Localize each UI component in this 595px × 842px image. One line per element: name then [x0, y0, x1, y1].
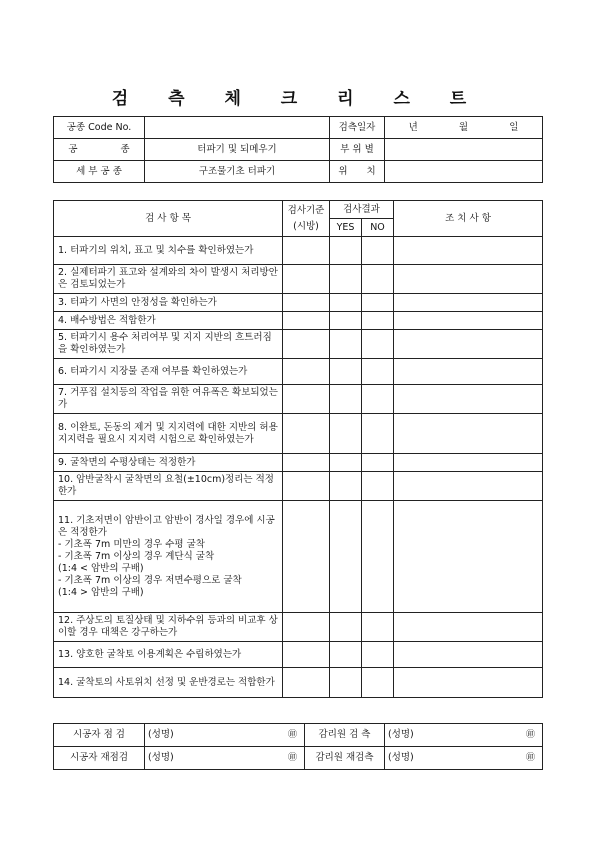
seal-icon: ㊞ — [525, 730, 535, 740]
yes-cell[interactable] — [330, 237, 362, 265]
r1-name-label: (성명) — [148, 729, 174, 740]
r2-name-label2: (성명) — [388, 752, 414, 763]
seal-icon: ㊞ — [287, 730, 297, 740]
no-cell[interactable] — [362, 454, 394, 472]
std-cell[interactable] — [283, 359, 330, 385]
part-value[interactable] — [385, 139, 543, 161]
checklist-row — [54, 501, 543, 613]
checklist-row — [54, 359, 543, 385]
checklist-item-text: 2. 실제터파기 표고와 설계와의 차이 발생시 처리방안은 검토되었는가 — [54, 265, 283, 294]
action-cell[interactable] — [394, 501, 543, 613]
col-std-line2: (시방) — [293, 220, 319, 232]
checklist-item-text: 14. 굴착토의 사토위치 선정 및 운반경로는 적합한가 — [54, 668, 283, 698]
action-cell[interactable] — [394, 414, 543, 454]
std-cell[interactable] — [283, 472, 330, 501]
checklist-item-text: 8. 이완토, 돈동의 제거 및 지지력에 대한 지반의 허용지지력을 필요시 지지력 시험으로 확인하였는가 — [54, 414, 283, 454]
no-cell[interactable] — [362, 668, 394, 698]
no-cell[interactable] — [362, 501, 394, 613]
yes-cell[interactable] — [330, 613, 362, 642]
yes-cell[interactable] — [330, 414, 362, 454]
r2-name-label: (성명) — [148, 752, 174, 763]
r2-sign-field[interactable] — [145, 747, 305, 770]
sub-label: 세 부 공 종 — [54, 161, 145, 183]
checklist-row — [54, 237, 543, 265]
checklist-item-text: 7. 거푸집 설치등의 작업을 위한 여유폭은 확보되었는가 — [54, 385, 283, 414]
loc-label: 위 치 — [330, 161, 385, 183]
date-day: 일 — [509, 121, 519, 133]
action-cell[interactable] — [394, 237, 543, 265]
checklist-row — [54, 613, 543, 642]
checklist-item-text: 9. 굴착면의 수평상태는 적정한가 — [54, 454, 283, 472]
signature-table — [53, 723, 543, 770]
std-cell[interactable] — [283, 265, 330, 294]
r1-sign-field2[interactable] — [385, 724, 543, 747]
action-cell[interactable] — [394, 359, 543, 385]
checklist-rows — [54, 237, 543, 698]
work-value[interactable]: 터파기 및 되메우기 — [145, 139, 330, 161]
checklist-item-text: 3. 터파기 사면의 안정성을 확인하는가 — [54, 294, 283, 312]
checklist-item-text: 10. 암반굴착시 굴착면의 요철(±10cm)정리는 적정한가 — [54, 472, 283, 501]
r1-label2: 감리원 검 측 — [305, 724, 385, 747]
no-cell[interactable] — [362, 237, 394, 265]
col-std-header — [283, 201, 330, 237]
yes-cell[interactable] — [330, 642, 362, 668]
yes-cell[interactable] — [330, 330, 362, 359]
action-cell[interactable] — [394, 312, 543, 330]
date-month: 월 — [458, 121, 469, 133]
action-cell[interactable] — [394, 642, 543, 668]
checklist-item-text: 11. 기초저면이 암반이고 암반이 경사일 경우에 시공은 적정한가 - 기초폭 7m 미만의 경우 수평 굴착 - 기초폭 7m 이상의 경우 계단식 굴착 (1:4 < 암반의 구배) - 기초폭 7m 이상의 경우 저면수평으로 굴착 (1:4 > 암반의 구배) — [54, 501, 283, 613]
std-cell[interactable] — [283, 501, 330, 613]
checklist-row — [54, 668, 543, 698]
col-item-header: 검 사 항 목 — [54, 201, 283, 237]
std-cell[interactable] — [283, 414, 330, 454]
col-no-header: NO — [362, 219, 394, 237]
std-cell[interactable] — [283, 330, 330, 359]
std-cell[interactable] — [283, 385, 330, 414]
action-cell[interactable] — [394, 668, 543, 698]
no-cell[interactable] — [362, 642, 394, 668]
loc-value[interactable] — [385, 161, 543, 183]
r1-name-label2: (성명) — [388, 729, 414, 740]
code-value[interactable] — [145, 117, 330, 139]
std-cell[interactable] — [283, 312, 330, 330]
no-cell[interactable] — [362, 414, 394, 454]
work-label: 공 종 — [54, 139, 145, 161]
yes-cell[interactable] — [330, 359, 362, 385]
col-result-header: 검사결과 — [330, 201, 394, 219]
std-cell[interactable] — [283, 642, 330, 668]
r2-label2: 감리원 재검측 — [305, 747, 385, 770]
yes-cell[interactable] — [330, 265, 362, 294]
r1-label: 시공자 점 검 — [54, 724, 145, 747]
seal-icon: ㊞ — [287, 753, 297, 763]
checklist-row — [54, 265, 543, 294]
checklist-row — [54, 642, 543, 668]
checklist-row — [54, 385, 543, 414]
date-value[interactable] — [385, 117, 543, 139]
action-cell[interactable] — [394, 294, 543, 312]
yes-cell[interactable] — [330, 501, 362, 613]
r2-sign-field2[interactable] — [385, 747, 543, 770]
action-cell[interactable] — [394, 613, 543, 642]
checklist-row — [54, 294, 543, 312]
std-cell[interactable] — [283, 613, 330, 642]
checklist-item-text: 1. 터파기의 위치, 표고 및 치수를 확인하였는가 — [54, 237, 283, 265]
r2-label: 시공자 재점검 — [54, 747, 145, 770]
std-cell[interactable] — [283, 237, 330, 265]
std-cell[interactable] — [283, 294, 330, 312]
checklist-row — [54, 330, 543, 359]
checklist-row — [54, 312, 543, 330]
checklist-item-text: 5. 터파기시 용수 처리여부 및 지지 지반의 흐트러짐을 확인하였는가 — [54, 330, 283, 359]
action-cell[interactable] — [394, 330, 543, 359]
no-cell[interactable] — [362, 613, 394, 642]
col-std-line1: 검사기준 — [287, 204, 325, 216]
col-action-header: 조 치 사 항 — [394, 201, 543, 237]
no-cell[interactable] — [362, 472, 394, 501]
yes-cell[interactable] — [330, 385, 362, 414]
checklist-table — [53, 200, 543, 698]
checklist-item-text: 6. 터파기시 지장물 존재 여부를 확인하였는가 — [54, 359, 283, 385]
date-label: 검측일자 — [330, 117, 385, 139]
checklist-item-text: 4. 배수방법은 적합한가 — [54, 312, 283, 330]
date-year: 년 — [408, 121, 418, 133]
no-cell[interactable] — [362, 265, 394, 294]
r1-sign-field[interactable] — [145, 724, 305, 747]
part-label: 부 위 별 — [330, 139, 385, 161]
action-cell[interactable] — [394, 385, 543, 414]
action-cell[interactable] — [394, 454, 543, 472]
no-cell[interactable] — [362, 359, 394, 385]
checklist-row — [54, 472, 543, 501]
checklist-row — [54, 454, 543, 472]
yes-cell[interactable] — [330, 312, 362, 330]
checklist-item-text: 13. 양호한 굴착토 이용계획은 수립하였는가 — [54, 642, 283, 668]
std-cell[interactable] — [283, 454, 330, 472]
yes-cell[interactable] — [330, 668, 362, 698]
yes-cell[interactable] — [330, 294, 362, 312]
no-cell[interactable] — [362, 330, 394, 359]
no-cell[interactable] — [362, 385, 394, 414]
yes-cell[interactable] — [330, 472, 362, 501]
action-cell[interactable] — [394, 472, 543, 501]
code-label: 공종 Code No. — [54, 117, 145, 139]
sub-value[interactable]: 구조물기초 터파기 — [145, 161, 330, 183]
col-yes-header: YES — [330, 219, 362, 237]
checklist-row — [54, 414, 543, 454]
yes-cell[interactable] — [330, 454, 362, 472]
std-cell[interactable] — [283, 668, 330, 698]
no-cell[interactable] — [362, 294, 394, 312]
checklist-item-text: 12. 주상도의 토질상태 및 지하수위 등과의 비교후 상이할 경우 대책은 강구하는가 — [54, 613, 283, 642]
no-cell[interactable] — [362, 312, 394, 330]
action-cell[interactable] — [394, 265, 543, 294]
document-title: 검 측 체 크 리 스 트 — [111, 89, 484, 109]
header-table — [53, 116, 543, 183]
seal-icon: ㊞ — [525, 753, 535, 763]
